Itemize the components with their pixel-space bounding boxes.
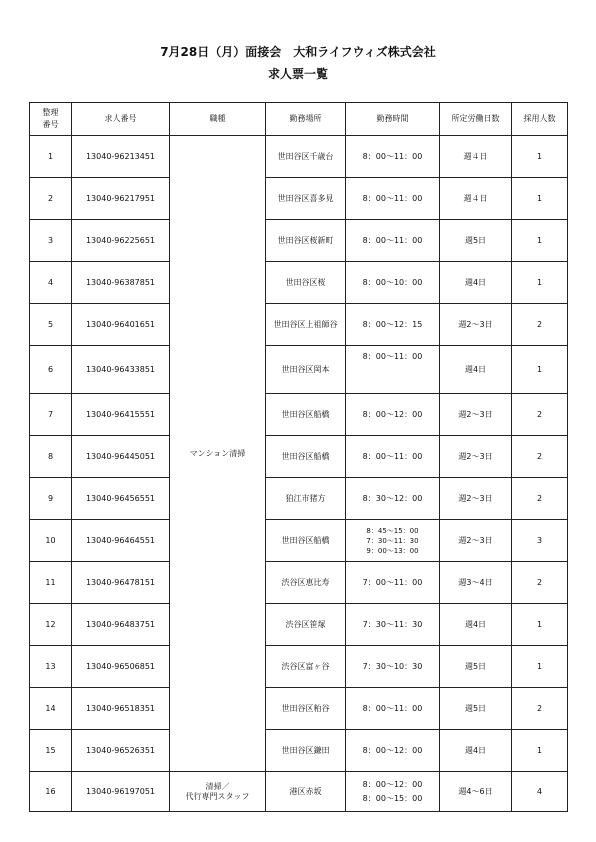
- cell-openings: 1: [512, 262, 568, 304]
- cell-job-number: 13040-96415551: [72, 394, 170, 436]
- cell-openings: 1: [512, 604, 568, 646]
- cell-hours-multi: [346, 772, 440, 812]
- cell-days: 週4日: [440, 604, 512, 646]
- cell-job-number: 13040-96445051: [72, 436, 170, 478]
- table-row: [30, 730, 568, 772]
- cell-location: 世田谷区上祖師谷: [266, 304, 346, 346]
- cell-days: 週４日: [440, 178, 512, 220]
- cell-location: 渋谷区富ヶ谷: [266, 646, 346, 688]
- cell-location: 港区赤坂: [266, 772, 346, 812]
- header-no: [30, 103, 72, 136]
- cell-no: 4: [30, 262, 72, 304]
- cell-occupation-mansion-cleaning: マンション清掃: [170, 136, 266, 772]
- cell-days: 週4日: [440, 346, 512, 394]
- cell-hours: 7：00～11：00: [346, 562, 440, 604]
- cell-hours: 8：00～11：00: [346, 220, 440, 262]
- cell-openings: 3: [512, 520, 568, 562]
- cell-hours: 8：00～10：00: [346, 262, 440, 304]
- cell-hours: 8：00～12：00: [346, 394, 440, 436]
- header-occupation: 職種: [170, 103, 266, 136]
- table-row: [30, 136, 568, 178]
- table-row: [30, 262, 568, 304]
- hours-line-1: 8：45～15：00: [366, 526, 419, 535]
- cell-hours: 7：30～11：30: [346, 604, 440, 646]
- cell-job-number: 13040-96456551: [72, 478, 170, 520]
- cell-occupation-cleaning-staff: [170, 772, 266, 812]
- cell-hours: 8：00～11：00: [346, 346, 440, 394]
- cell-job-number: 13040-96217951: [72, 178, 170, 220]
- cell-days: 週5日: [440, 688, 512, 730]
- table-row: [30, 346, 568, 394]
- cell-job-number: 13040-96197051: [72, 772, 170, 812]
- header-no-line1: 整理: [42, 108, 59, 117]
- header-job-number: 求人番号: [72, 103, 170, 136]
- cell-job-number: 13040-96225651: [72, 220, 170, 262]
- table-row: [30, 520, 568, 562]
- cell-hours: 8：00～12：00: [346, 730, 440, 772]
- table-row: [30, 604, 568, 646]
- cell-days: 週2～3日: [440, 478, 512, 520]
- table-row: [30, 220, 568, 262]
- cell-days: 週4日: [440, 730, 512, 772]
- cell-job-number: 13040-96213451: [72, 136, 170, 178]
- cell-days: 週2～3日: [440, 304, 512, 346]
- cell-no: 13: [30, 646, 72, 688]
- header-days: 所定労働日数: [440, 103, 512, 136]
- hours-line-2: 7：30～11：30: [366, 536, 419, 545]
- cell-location: 世田谷区喜多見: [266, 178, 346, 220]
- cell-openings: 2: [512, 394, 568, 436]
- cell-openings: 1: [512, 136, 568, 178]
- cell-openings: 1: [512, 220, 568, 262]
- cell-days: 週2～3日: [440, 520, 512, 562]
- cell-openings: 1: [512, 178, 568, 220]
- cell-no: 5: [30, 304, 72, 346]
- cell-job-number: 13040-96401651: [72, 304, 170, 346]
- page-subtitle: 求人票一覧: [267, 67, 328, 81]
- cell-location: 世田谷区船橋: [266, 520, 346, 562]
- cell-job-number: 13040-96483751: [72, 604, 170, 646]
- cell-hours: 7：30～10：30: [346, 646, 440, 688]
- cell-location: 世田谷区粕谷: [266, 688, 346, 730]
- cell-no: 1: [30, 136, 72, 178]
- table-row: [30, 646, 568, 688]
- cell-days: 週４日: [440, 136, 512, 178]
- cell-no: 8: [30, 436, 72, 478]
- occupation-line-2: 代行専門スタッフ: [185, 791, 250, 801]
- cell-no: 15: [30, 730, 72, 772]
- header-no-line2: 番号: [42, 120, 59, 129]
- cell-days: 週4～6日: [440, 772, 512, 812]
- cell-location: 世田谷区岡本: [266, 346, 346, 394]
- cell-openings: 4: [512, 772, 568, 812]
- cell-openings: 2: [512, 562, 568, 604]
- cell-location: 渋谷区笹塚: [266, 604, 346, 646]
- cell-hours: 8：00～11：00: [346, 436, 440, 478]
- cell-no: 3: [30, 220, 72, 262]
- cell-location: 世田谷区船橋: [266, 394, 346, 436]
- cell-location: 世田谷区桜: [266, 262, 346, 304]
- cell-job-number: 13040-96506851: [72, 646, 170, 688]
- header-location: 勤務場所: [266, 103, 346, 136]
- table-row: [30, 436, 568, 478]
- cell-no: 11: [30, 562, 72, 604]
- cell-hours: 8：00～11：00: [346, 136, 440, 178]
- cell-days: 週4日: [440, 262, 512, 304]
- cell-openings: 1: [512, 646, 568, 688]
- cell-openings: 1: [512, 730, 568, 772]
- hours-line-3: 9：00～13：00: [366, 546, 419, 555]
- cell-days: 週2～3日: [440, 394, 512, 436]
- cell-openings: 2: [512, 304, 568, 346]
- header-openings: 採用人数: [512, 103, 568, 136]
- cell-no: 2: [30, 178, 72, 220]
- table-row: [30, 304, 568, 346]
- table-row: [30, 178, 568, 220]
- table-row: [30, 562, 568, 604]
- cell-no: 7: [30, 394, 72, 436]
- cell-openings: 2: [512, 436, 568, 478]
- table-row: [30, 688, 568, 730]
- table-row: [30, 394, 568, 436]
- cell-job-number: 13040-96433851: [72, 346, 170, 394]
- cell-no: 9: [30, 478, 72, 520]
- cell-hours: 8：00～11：00: [346, 688, 440, 730]
- cell-location: 世田谷区船橋: [266, 436, 346, 478]
- cell-openings: 1: [512, 346, 568, 394]
- cell-no: 16: [30, 772, 72, 812]
- cell-no: 6: [30, 346, 72, 394]
- cell-job-number: 13040-96387851: [72, 262, 170, 304]
- cell-location: 世田谷区鎌田: [266, 730, 346, 772]
- cell-hours: 8：00～11：00: [346, 178, 440, 220]
- table-row: [30, 772, 568, 812]
- cell-location: 世田谷区桜新町: [266, 220, 346, 262]
- cell-job-number: 13040-96518351: [72, 688, 170, 730]
- cell-job-number: 13040-96464551: [72, 520, 170, 562]
- cell-hours: 8：30～12：00: [346, 478, 440, 520]
- cell-hours: 8：00～12：15: [346, 304, 440, 346]
- cell-days: 週5日: [440, 220, 512, 262]
- header-hours: 勤務時間: [346, 103, 440, 136]
- page-title: 7月28日（月）面接会 大和ライフウィズ株式会社: [160, 45, 436, 59]
- table-header-row: [30, 103, 568, 136]
- cell-location: 世田谷区千歳台: [266, 136, 346, 178]
- cell-days: 週5日: [440, 646, 512, 688]
- cell-no: 10: [30, 520, 72, 562]
- table-row: [30, 478, 568, 520]
- cell-openings: 2: [512, 478, 568, 520]
- cell-no: 12: [30, 604, 72, 646]
- hours-line-1: 8：00～12：00: [362, 779, 423, 789]
- cell-location: 渋谷区恵比寿: [266, 562, 346, 604]
- hours-line-2: 8：00～15：00: [362, 793, 423, 803]
- cell-hours-multi: [346, 520, 440, 562]
- cell-no: 14: [30, 688, 72, 730]
- cell-job-number: 13040-96478151: [72, 562, 170, 604]
- cell-openings: 2: [512, 688, 568, 730]
- cell-days: 週2～3日: [440, 436, 512, 478]
- cell-days: 週3～4日: [440, 562, 512, 604]
- cell-job-number: 13040-96526351: [72, 730, 170, 772]
- job-listing-table: [29, 102, 568, 812]
- cell-location: 狛江市猪方: [266, 478, 346, 520]
- occupation-line-1: 清掃／: [205, 781, 230, 791]
